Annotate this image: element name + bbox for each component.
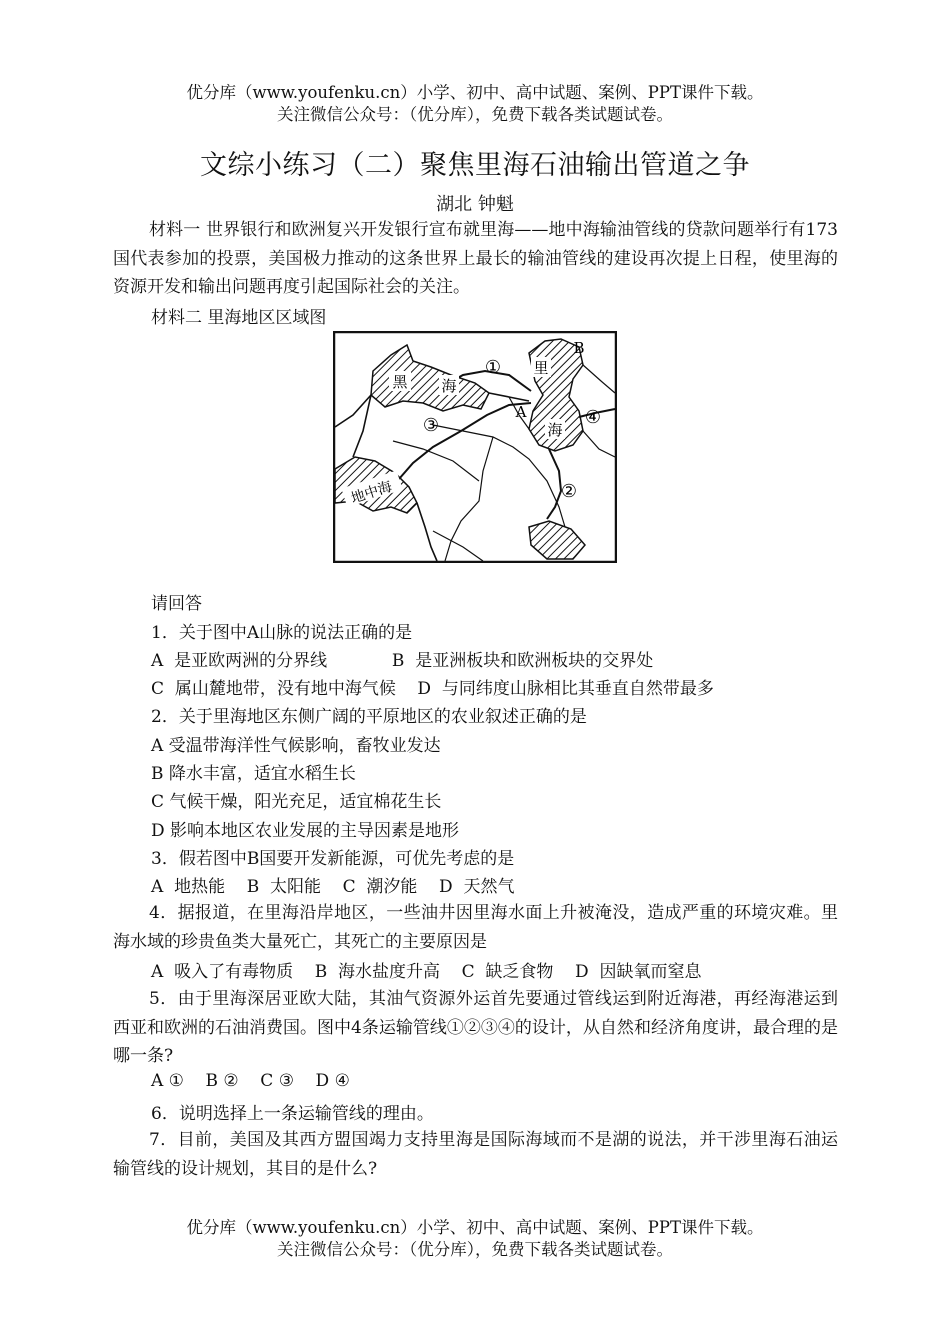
question-2: 2．关于里海地区东侧广阔的平原地区的农业叙述正确的是 bbox=[151, 707, 587, 727]
footer-line-2: 关注微信公众号：（优分库），免费下载各类试题试卷。 bbox=[277, 1240, 673, 1259]
route-1-label: ① bbox=[484, 357, 502, 378]
route-2-label: ② bbox=[560, 481, 578, 502]
question-4-options: A 吸入了有毒物质 B 海水盐度升高 C 缺乏食物 D 因缺氧而窒息 bbox=[151, 962, 702, 982]
prompt: 请回答 bbox=[151, 594, 202, 614]
mediterranean-label: 地中海 bbox=[349, 478, 395, 507]
question-5-options: A ① B ② C ③ D ④ bbox=[151, 1071, 350, 1091]
header-line-1: 优分库（www.youfenku.cn）小学、初中、高中试题、案例、PPT课件下载。 bbox=[186, 83, 764, 102]
footer-line-1: 优分库（www.youfenku.cn）小学、初中、高中试题、案例、PPT课件下载。 bbox=[186, 1218, 764, 1237]
black-sea-label-1: 黑 bbox=[392, 373, 408, 391]
point-a-label: A bbox=[515, 403, 527, 421]
caspian-label-1: 里 bbox=[533, 359, 549, 377]
route-3-label: ③ bbox=[422, 415, 440, 436]
question-2-option-d: D 影响本地区农业发展的主导因素是地形 bbox=[151, 821, 460, 841]
caspian-label-2: 海 bbox=[547, 421, 563, 439]
question-5: 5．由于里海深居亚欧大陆，其油气资源外运首先要通过管线运到附近海港，再经海港运到西亚和欧洲的石油消费国。图中4条运输管线①②③④的设计，从自然和经济角度讲，最合理的是哪一条? bbox=[113, 989, 838, 1066]
question-3: 3．假若图中B国要开发新能源，可优先考虑的是 bbox=[151, 849, 515, 869]
black-sea-label-2: 海 bbox=[441, 377, 457, 395]
question-3-options: A 地热能 B 太阳能 C 潮汐能 D 天然气 bbox=[151, 877, 515, 897]
question-7: 7．目前，美国及其西方盟国竭力支持里海是国际海域而不是湖的说法，并干涉里海石油运输管线的设计规划，其目的是什么? bbox=[113, 1130, 838, 1179]
material-1: 材料一 世界银行和欧洲复兴开发银行宣布就里海——地中海输油管线的贷款问题举行有173国代表参加的投票，美国极力推动的这条世界上最长的输油管线的建设再次提上日程，使里海的资源开发和输出问题再度引起国际社会的关注。 bbox=[113, 220, 838, 297]
question-6: 6．说明选择上一条运输管线的理由。 bbox=[151, 1104, 434, 1124]
question-1-options-cd: C 属山麓地带，没有地中海气候 D 与同纬度山脉相比其垂直自然带最多 bbox=[151, 679, 714, 699]
question-2-option-a: A 受温带海洋性气候影响，畜牧业发达 bbox=[151, 736, 441, 756]
question-2-option-b: B 降水丰富，适宜水稻生长 bbox=[151, 764, 356, 784]
author: 湖北 钟魁 bbox=[436, 194, 514, 215]
page-title: 文综小练习（二）聚焦里海石油输出管道之争 bbox=[200, 150, 750, 181]
question-4: 4．据报道，在里海沿岸地区，一些油井因里海水面上升被淹没，造成严重的环境灾难。里海水域的珍贵鱼类大量死亡，其死亡的主要原因是 bbox=[113, 903, 838, 952]
point-b-label: B bbox=[573, 339, 585, 357]
material-2: 材料二 里海地区区域图 bbox=[151, 308, 327, 328]
question-1-options-ab: A 是亚欧两洲的分界线 B 是亚洲板块和欧洲板块的交界处 bbox=[151, 651, 654, 671]
route-4-label: ④ bbox=[584, 407, 602, 428]
caspian-region-map bbox=[333, 331, 617, 563]
header-line-2: 关注微信公众号：（优分库），免费下载各类试题试卷。 bbox=[277, 105, 673, 124]
question-2-option-c: C 气候干燥，阳光充足，适宜棉花生长 bbox=[151, 792, 442, 812]
question-1: 1．关于图中A山脉的说法正确的是 bbox=[151, 623, 413, 643]
